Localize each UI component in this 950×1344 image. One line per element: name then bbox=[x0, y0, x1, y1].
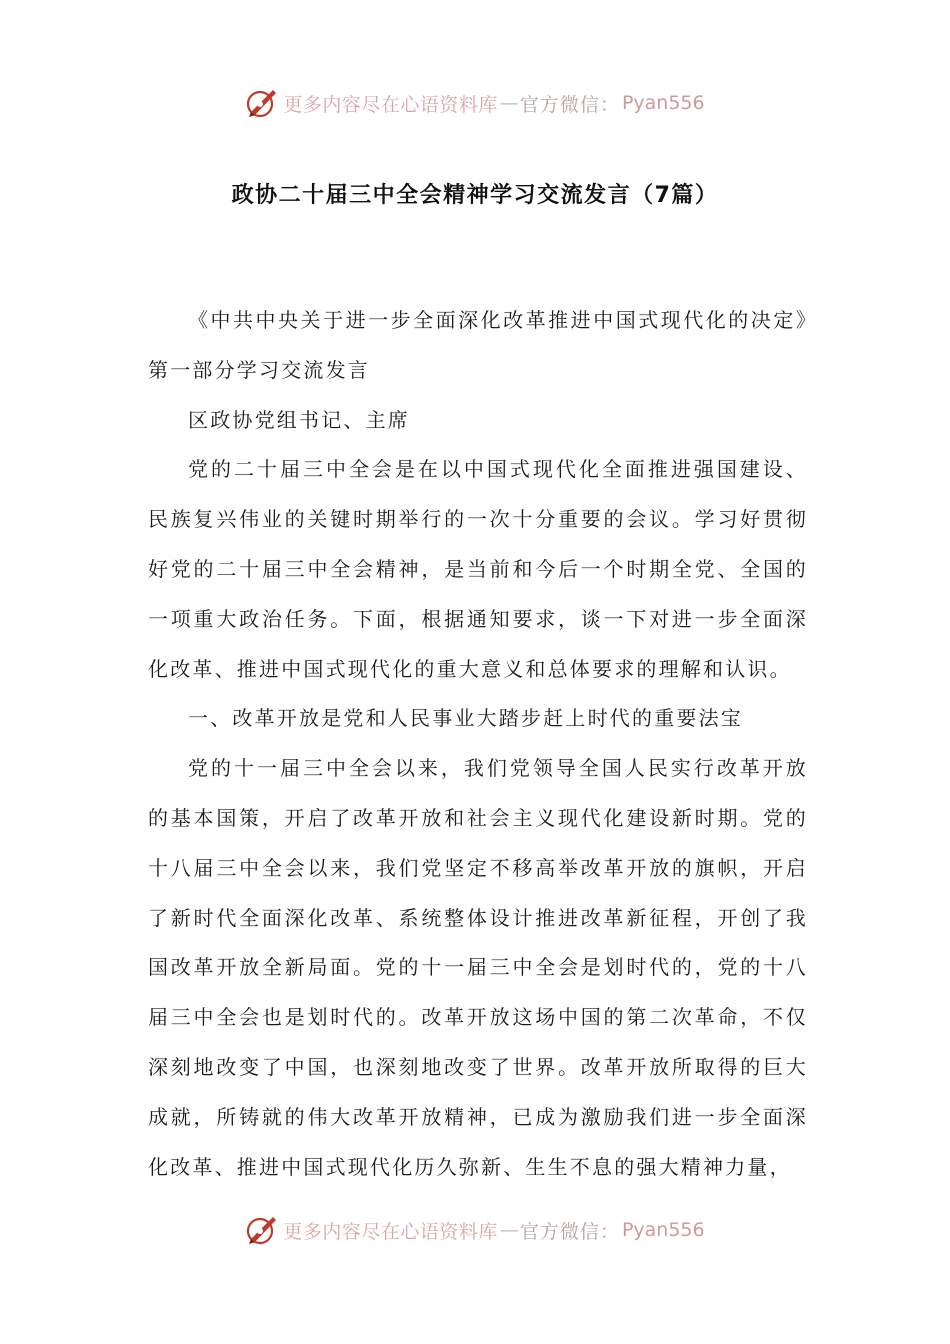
paragraph-intro: 党的二十届三中全会是在以中国式现代化全面推进强国建设、民族复兴伟业的关键时期举行的一次十分重要的会议。学习好贯彻好党的二十届三中全会精神，是当前和今后一个时期全党、全国的一项重大政治任务。下面，根据通知要求，谈一下对进一步全面深化改革、推进中国式现代化的重大意义和总体要求的理解和认识。 bbox=[148, 457, 808, 681]
banner-wechat-label: 官方微信： bbox=[519, 1220, 620, 1243]
banner-main-text: 更多内容尽在心语资料库 bbox=[283, 93, 498, 116]
pen-logo-icon bbox=[245, 86, 279, 120]
section-heading-one: 一、改革开放是党和人民事业大踏步赶上时代的重要法宝 bbox=[188, 706, 743, 731]
banner-dash: — bbox=[499, 1219, 518, 1241]
banner-wechat-label: 官方微信： bbox=[519, 93, 620, 116]
document-body bbox=[148, 296, 808, 1192]
banner-dash: — bbox=[499, 92, 518, 114]
paragraph-section-one: 党的十一届三中全会以来，我们党领导全国人民实行改革开放的基本国策，开启了改革开放和社会主义现代化建设新时期。党的十八届三中全会以来，我们党坚定不移高举改革开放的旗帜，开启了新时代全面深化改革、系统整体设计推进改革新征程，开创了我国改革开放全新局面。党的十一届三中全会是划时代的，党的十八届三中全会也是划时代的。改革开放这场中国的第二次革命，不仅深刻地改变了中国，也深刻地改变了世界。改革开放所取得的巨大成就，所铸就的伟大改革开放精神，已成为激励我们进一步全面深化改革、推进中国式现代化历久弥新、生生不息的强大精神力量， bbox=[148, 756, 808, 1179]
banner-main-text: 更多内容尽在心语资料库 bbox=[283, 1220, 498, 1243]
banner-wechat-id: Pyan556 bbox=[621, 1219, 705, 1241]
header-watermark-banner bbox=[0, 83, 950, 123]
banner-wechat-id: Pyan556 bbox=[621, 92, 705, 114]
footer-watermark-banner bbox=[0, 1210, 950, 1250]
paragraph-author: 区政协党组书记、主席 bbox=[188, 407, 410, 432]
pen-logo-icon bbox=[245, 1213, 279, 1247]
document-title: 政协二十届三中全会精神学习交流发言（7篇） bbox=[231, 183, 719, 208]
paragraph-heading: 《中共中央关于进一步全面深化改革推进中国式现代化的决定》第一部分学习交流发言 bbox=[148, 308, 808, 382]
